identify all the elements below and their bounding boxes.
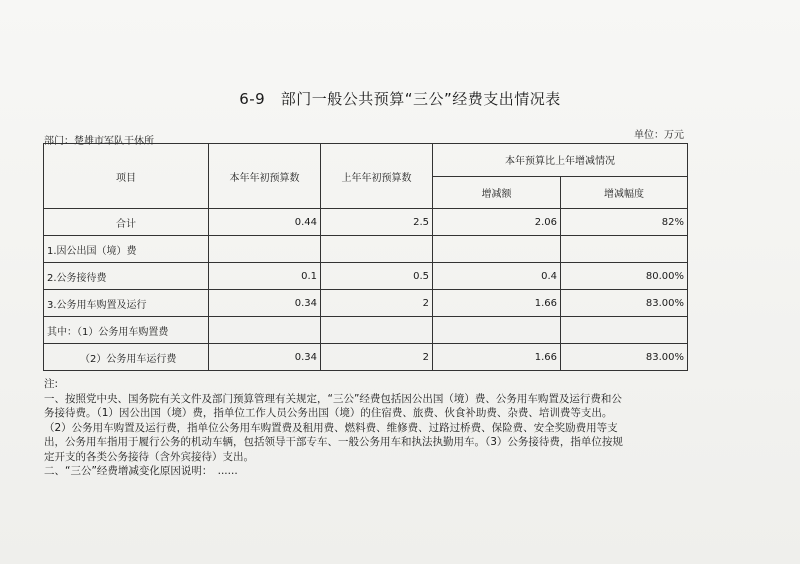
row-item: 其中：（1）公务用车购置费	[44, 317, 209, 344]
notes-line: 二、“三公”经费增减变化原因说明： ......	[44, 465, 238, 477]
row-item: （2）公务用车运行费	[44, 344, 209, 371]
row-current	[209, 236, 321, 263]
table-row	[44, 317, 688, 344]
row-amount: 2.06	[433, 209, 561, 236]
row-previous	[321, 236, 433, 263]
table-row	[44, 263, 688, 290]
row-amount: 0.4	[433, 263, 561, 290]
header-item: 项目	[44, 144, 209, 209]
notes-line: 定开支的各类公务接待（含外宾接待）支出。	[44, 450, 254, 463]
notes-label: 注:	[44, 378, 59, 390]
row-item: 1.因公出国（境）费	[44, 236, 209, 263]
header-change-group: 本年预算比上年增减情况	[433, 144, 688, 177]
row-current: 0.1	[209, 263, 321, 290]
table-row	[44, 344, 688, 371]
row-previous: 2.5	[321, 209, 433, 236]
header-current-budget: 本年年初预算数	[209, 144, 321, 209]
header-change-rate: 增减幅度	[561, 176, 688, 209]
row-rate: 80.00%	[561, 263, 688, 290]
row-current: 0.44	[209, 209, 321, 236]
row-item: 合计	[44, 209, 209, 236]
unit-label: 单位：万元	[634, 130, 684, 141]
row-rate: 83.00%	[561, 344, 688, 371]
row-rate: 83.00%	[561, 290, 688, 317]
notes-line: （2）公务用车购置及运行费，指单位公务用车购置费及租用费、燃料费、维修费、过路过桥费、保险费、安全奖励费用等支	[44, 421, 618, 434]
row-item: 3.公务用车购置及运行	[44, 290, 209, 317]
header-row-1	[44, 144, 688, 177]
row-previous: 0.5	[321, 263, 433, 290]
row-rate	[561, 317, 688, 344]
notes-section	[44, 377, 704, 479]
notes-line: 出，公务用车指用于履行公务的机动车辆，包括领导干部专车、一般公务用车和执法执勤用车。（3）公务接待费，指单位按规	[44, 436, 623, 448]
notes-line: 务接待费。（1）因公出国（境）费，指单位工作人员公务出国（境）的住宿费、旅费、伙食补助费、杂费、培训费等支出。	[44, 407, 613, 419]
three-public-expenses-table	[43, 143, 688, 371]
table-row	[44, 209, 688, 236]
row-current	[209, 317, 321, 344]
row-rate	[561, 236, 688, 263]
row-previous	[321, 317, 433, 344]
row-amount	[433, 236, 561, 263]
row-amount: 1.66	[433, 344, 561, 371]
row-amount: 1.66	[433, 290, 561, 317]
page-title: 6-9 部门一般公共预算“三公”经费支出情况表	[239, 90, 561, 108]
row-current: 0.34	[209, 344, 321, 371]
header-previous-budget: 上年年初预算数	[321, 144, 433, 209]
notes-line: 一、按照党中央、国务院有关文件及部门预算管理有关规定，“三公”经费包括因公出国（境）费、公务用车购置及运行费和公	[44, 392, 622, 405]
row-amount	[433, 317, 561, 344]
row-item: 2.公务接待费	[44, 263, 209, 290]
header-change-amount: 增减额	[433, 176, 561, 209]
department-label: 部门：楚雄市军队干休所	[44, 136, 154, 147]
row-previous: 2	[321, 344, 433, 371]
table-row	[44, 236, 688, 263]
row-rate: 82%	[561, 209, 688, 236]
row-previous: 2	[321, 290, 433, 317]
table-row	[44, 290, 688, 317]
row-current: 0.34	[209, 290, 321, 317]
